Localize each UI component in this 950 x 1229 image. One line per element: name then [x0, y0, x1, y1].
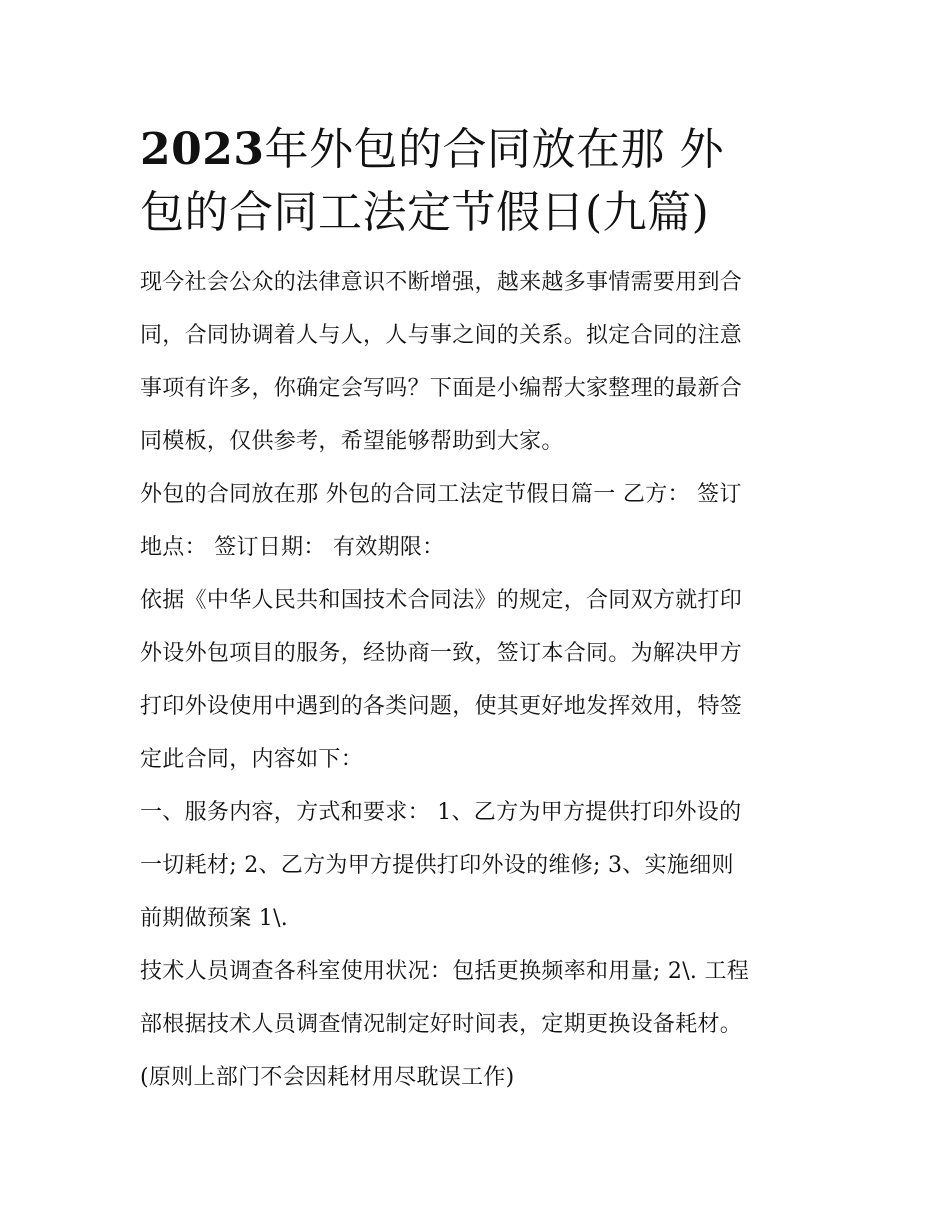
text-line: 地点： 签订日期： 有效期限：	[140, 535, 445, 560]
text-line: 现今社会公众的法律意识不断增强，越来越多事情需要用到合	[140, 270, 743, 295]
text-line: 一切耗材; 2、乙方为甲方提供打印外设的维修; 3、实施细则	[140, 853, 734, 878]
text-line: 同模板，仅供参考，希望能够帮助到大家。	[140, 429, 564, 454]
text-line: 外包的合同放在那 外包的合同工法定节假日篇一 乙方： 签订	[140, 482, 742, 507]
paragraph-legal-basis	[140, 574, 816, 786]
text-line: 前期做预案 1\.	[140, 906, 289, 931]
text-line: 事项有许多，你确定会写吗？下面是小编帮大家整理的最新合	[140, 376, 743, 401]
title-line-2: 包的合同工法定节假日(九篇)	[140, 187, 710, 238]
paragraph-intro	[140, 256, 816, 468]
text-line: 依据《中华人民共和国技术合同法》的规定，合同双方就打印	[140, 588, 743, 613]
document-page	[140, 118, 816, 1104]
text-line: 外设外包项目的服务，经协商一致，签订本合同。为解决甲方	[140, 641, 743, 666]
document-title	[140, 118, 816, 244]
paragraph-technical-staff	[140, 945, 816, 1104]
text-line: 一、服务内容，方式和要求： 1、乙方为甲方提供打印外设的	[140, 800, 742, 825]
text-line: (原则上部门不会因耗材用尽耽误工作)	[140, 1065, 515, 1090]
title-line-1	[140, 118, 816, 181]
text-line: 同，合同协调着人与人，人与事之间的关系。拟定合同的注意	[140, 323, 743, 348]
text-line: 打印外设使用中遇到的各类问题，使其更好地发挥效用，特签	[140, 694, 743, 719]
text-line: 技术人员调查各科室使用状况：包括更换频率和用量; 2\. 工程	[140, 959, 750, 984]
paragraph-service-content	[140, 786, 816, 945]
title-year: 2023	[140, 124, 265, 175]
title-line-1-text: 年外包的合同放在那 外	[264, 124, 724, 175]
text-line: 部根据技术人员调查情况制定好时间表，定期更换设备耗材。	[140, 1012, 743, 1037]
text-line: 定此合同，内容如下：	[140, 747, 364, 772]
paragraph-contract-header	[140, 468, 816, 574]
